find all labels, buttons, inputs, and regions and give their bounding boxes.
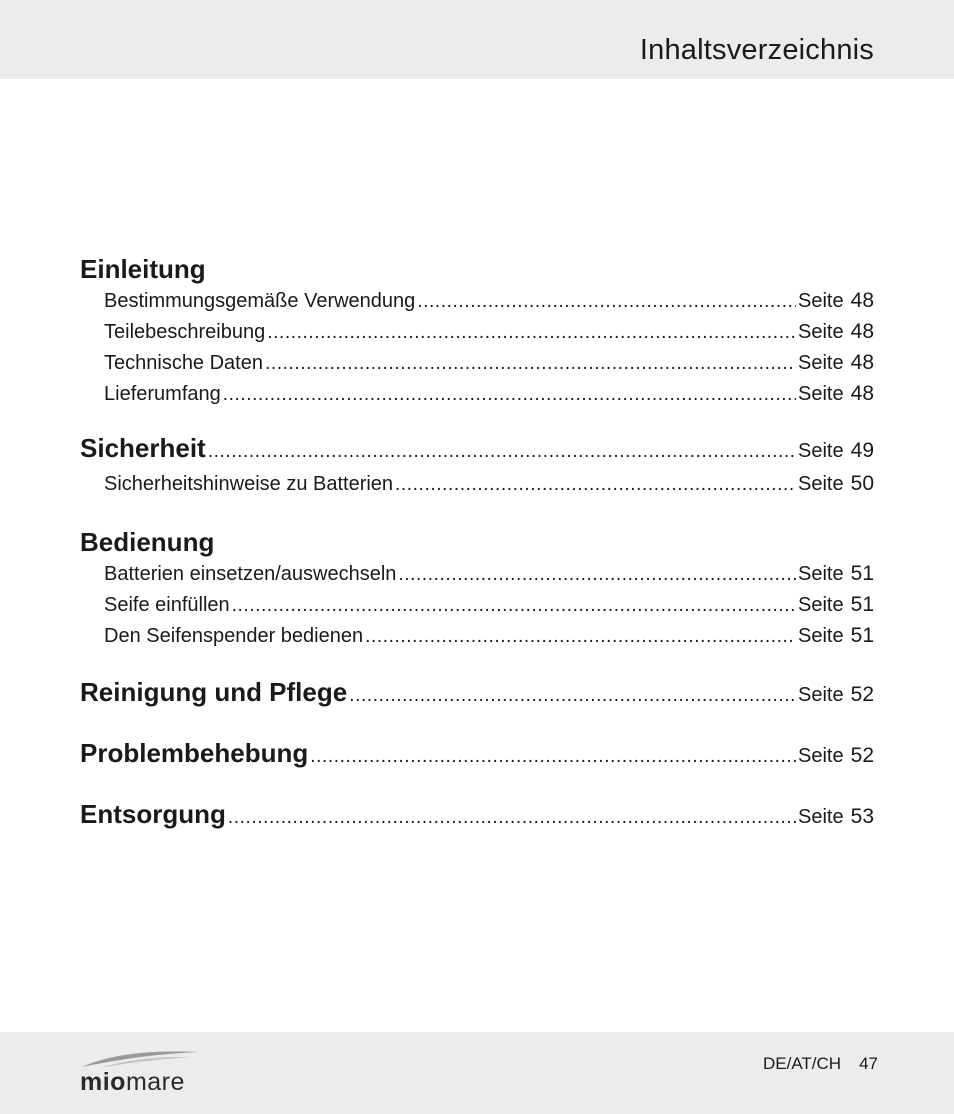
toc-section-bedienung <box>80 523 874 655</box>
toc-entry[interactable] <box>80 320 874 351</box>
dot-leader <box>310 746 796 768</box>
toc-heading: Problembehebung <box>80 738 309 768</box>
dot-leader <box>365 626 796 648</box>
toc-entry[interactable] <box>80 624 874 655</box>
dot-leader <box>265 353 796 375</box>
footer-info <box>763 1054 878 1074</box>
dot-leader <box>395 474 796 496</box>
toc-page-number: 51 <box>850 562 874 585</box>
logo-wordmark <box>80 1068 185 1097</box>
toc-page-number: 48 <box>850 351 874 374</box>
toc-page-number: 52 <box>850 744 874 767</box>
toc-entry[interactable] <box>80 289 874 320</box>
brand-logo <box>80 1048 200 1098</box>
page-word: Seite <box>798 383 844 405</box>
spacer <box>80 413 874 433</box>
page-word: Seite <box>798 321 844 343</box>
dot-leader <box>398 564 796 586</box>
spacer <box>80 716 874 738</box>
toc-heading: Entsorgung <box>80 799 226 829</box>
table-of-contents <box>80 250 874 838</box>
page-word: Seite <box>798 594 844 616</box>
page-number: 47 <box>859 1054 878 1073</box>
logo-text-light: mare <box>125 1068 185 1096</box>
page-word: Seite <box>798 684 844 706</box>
page-word: Seite <box>798 290 844 312</box>
toc-heading: Reinigung und Pflege <box>80 677 348 707</box>
dot-leader <box>223 384 796 406</box>
spacer <box>80 503 874 523</box>
page-word: Seite <box>798 745 844 767</box>
toc-page-number: 52 <box>850 683 874 706</box>
toc-heading-entry[interactable] <box>80 738 874 777</box>
page-title: Inhaltsverzeichnis <box>639 34 874 66</box>
page-word: Seite <box>798 440 844 462</box>
toc-page-number: 50 <box>850 472 874 495</box>
dot-leader <box>417 291 796 313</box>
toc-page-number: 51 <box>850 593 874 616</box>
toc-entry-label: Teilebeschreibung <box>104 321 266 343</box>
toc-heading-entry[interactable] <box>80 677 874 716</box>
toc-page-number: 48 <box>850 320 874 343</box>
toc-entry-label: Seife einfüllen <box>104 594 230 616</box>
toc-page-number: 51 <box>850 624 874 647</box>
toc-page-number: 48 <box>850 382 874 405</box>
toc-page-number: 53 <box>850 805 874 828</box>
toc-entry[interactable] <box>80 593 874 624</box>
dot-leader <box>228 807 796 829</box>
page-word: Seite <box>798 563 844 585</box>
region-label: DE/AT/CH <box>763 1054 842 1073</box>
page-word: Seite <box>798 473 844 495</box>
toc-heading: Einleitung <box>80 254 206 284</box>
dot-leader <box>208 441 796 463</box>
toc-entry-label: Den Seifenspender bedienen <box>104 625 364 647</box>
page-word: Seite <box>798 625 844 647</box>
spacer <box>80 777 874 799</box>
swoosh-icon <box>80 1048 200 1070</box>
spacer <box>80 655 874 677</box>
dot-leader <box>267 322 796 344</box>
toc-entry[interactable] <box>80 472 874 503</box>
toc-heading: Bedienung <box>80 527 215 557</box>
logo-text-bold: mio <box>80 1068 126 1096</box>
page-word: Seite <box>798 352 844 374</box>
toc-heading: Sicherheit <box>80 433 206 463</box>
toc-entry[interactable] <box>80 562 874 593</box>
toc-entry-label: Lieferumfang <box>104 383 221 405</box>
dot-leader <box>349 685 796 707</box>
toc-page-number: 49 <box>850 439 874 462</box>
toc-heading-entry[interactable] <box>80 799 874 838</box>
toc-entry-label: Batterien einsetzen/auswechseln <box>104 563 397 585</box>
toc-entry[interactable] <box>80 382 874 413</box>
toc-section-einleitung <box>80 250 874 413</box>
toc-page-number: 48 <box>850 289 874 312</box>
toc-heading-entry[interactable] <box>80 433 874 472</box>
toc-entry-label: Bestimmungsgemäße Verwendung <box>104 290 416 312</box>
toc-entry-label: Technische Daten <box>104 352 263 374</box>
dot-leader <box>232 595 796 617</box>
toc-entry-label: Sicherheitshinweise zu Batterien <box>104 473 394 495</box>
toc-section-sicherheit <box>80 433 874 503</box>
toc-entry[interactable] <box>80 351 874 382</box>
page-word: Seite <box>798 806 844 828</box>
